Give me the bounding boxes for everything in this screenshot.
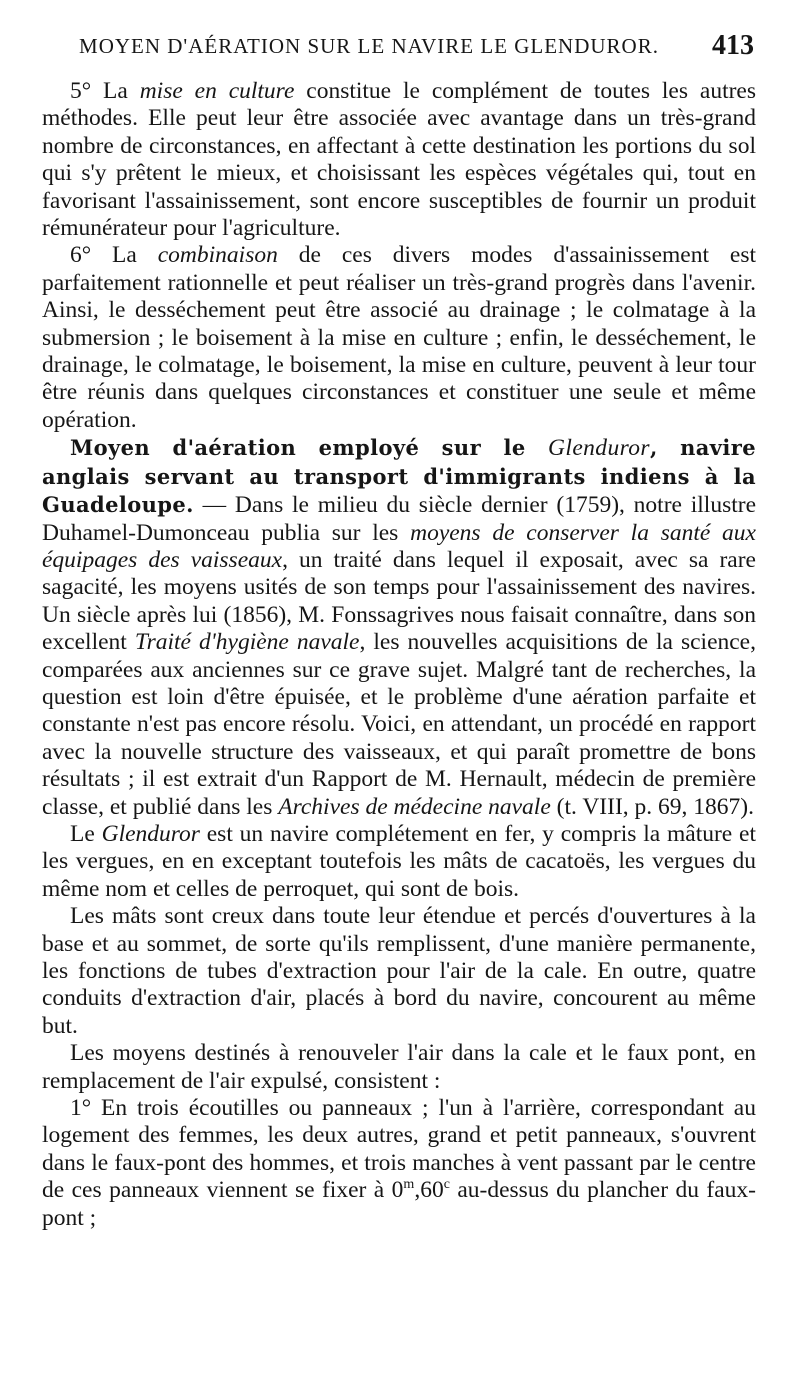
page-number: 413 [712, 30, 754, 61]
paragraph-masts: Les mâts sont creux dans toute leur étendue et percés d'ouvertures à la base et au sommet, de sorte qu'ils remplissent, d'une manière permanente, les fonctions de tubes d'extraction pour l'air de la cale. En outre, quatre conduits d'extraction d'air, placés à bord du navire, concourent au même but. [42, 903, 756, 1039]
paragraph-means: Les moyens destinés à renouveler l'air dans la cale et le faux pont, en remplacement de l'air expulsé, consistent : [42, 1040, 756, 1094]
section-glenduror: Moyen d'aération employé sur le Glenduror, navire anglais servant au transport d'immigrants indiens à la Guadeloupe. — Dans le milieu du siècle dernier (1759), notre illustre Duhamel-Dumonceau publia sur les moyens de conserver la santé aux équipages des vaisseaux, un traité dans lequel il exposait, avec sa rare sagacité, les moyens usités de son temps pour l'assainissement des navires. Un siècle après lui (1856), M. Fonssagrives nous faisait connaître, dans son excellent Traité d'hygiène navale, les nouvelles acquisitions de la science, comparées aux anciennes sur ce grave sujet. Malgré tant de recherches, la question est loin d'être épuisée, et le problème d'une aération parfaite et constante n'est pas encore résolu. Voici, en attendant, un procédé en rapport avec la nouvelle structure des vaisseaux, et qui paraît promettre de bons résultats ; il est extrait d'un Rapport de M. Hernault, médecin de première classe, et publié dans les Archives de médecine navale (t. VIII, p. 69, 1867). [42, 435, 756, 820]
section-heading: Moyen d'aération employé sur le Glenduror, navire anglais servant au transport d'immigrants indiens à la Guadeloupe. [42, 435, 756, 518]
page-body [42, 78, 756, 1232]
emphasis: mise en culture [139, 78, 295, 104]
paragraph-6-combinaison: 6° La combinaison de ces divers modes d'assainissement est parfaitement rationnelle et peut réaliser un très-grand progrès dans l'avenir. Ainsi, le desséchement peut être associé au drainage ; le colmatage à la submersion ; le boisement à la mise en culture ; enfin, le desséchement, le drainage, le colmatage, le boisement, la mise en culture, peuvent à leur tour être réunis dans quelques circonstances et constituer une seule et même opération. [42, 242, 757, 433]
running-title: MOYEN D'AÉRATION SUR LE NAVIRE LE GLENDUROR. [79, 33, 659, 59]
paragraph-glenduror-structure: Le Glenduror est un navire complétement en fer, y compris la mâture et les vergues, en en exceptant toutefois les mâts de cacatoës, les vergues du même nom et celles de perroquet, qui sont de bois. [42, 820, 756, 902]
paragraph-5-mise-en-culture: 5° La mise en culture constitue le complément de toutes les autres méthodes. Elle peut leur être associée avec avantage dans un très-grand nombre de circonstances, en affectant à cette destination les portions du sol qui s'y prêtent le mieux, et choisissant les espèces végétales qui, tout en favorisant l'assainissement, sont encore susceptibles de fournir un produit rémunérateur pour l'agriculture. [42, 78, 756, 242]
emphasis: combinaison [157, 242, 278, 269]
paragraph-item-1: 1° En trois écoutilles ou panneaux ; l'un à l'arrière, correspondant au logement des femmes, les deux autres, grand et petit panneaux, s'ouvrent dans le faux-pont des hommes, et trois manches à vent passant par le centre de ces panneaux viennent se fixer à 0$^m$,60$^c$ au-dessus du plancher du faux-pont ; [42, 1095, 757, 1231]
running-head [42, 30, 756, 78]
